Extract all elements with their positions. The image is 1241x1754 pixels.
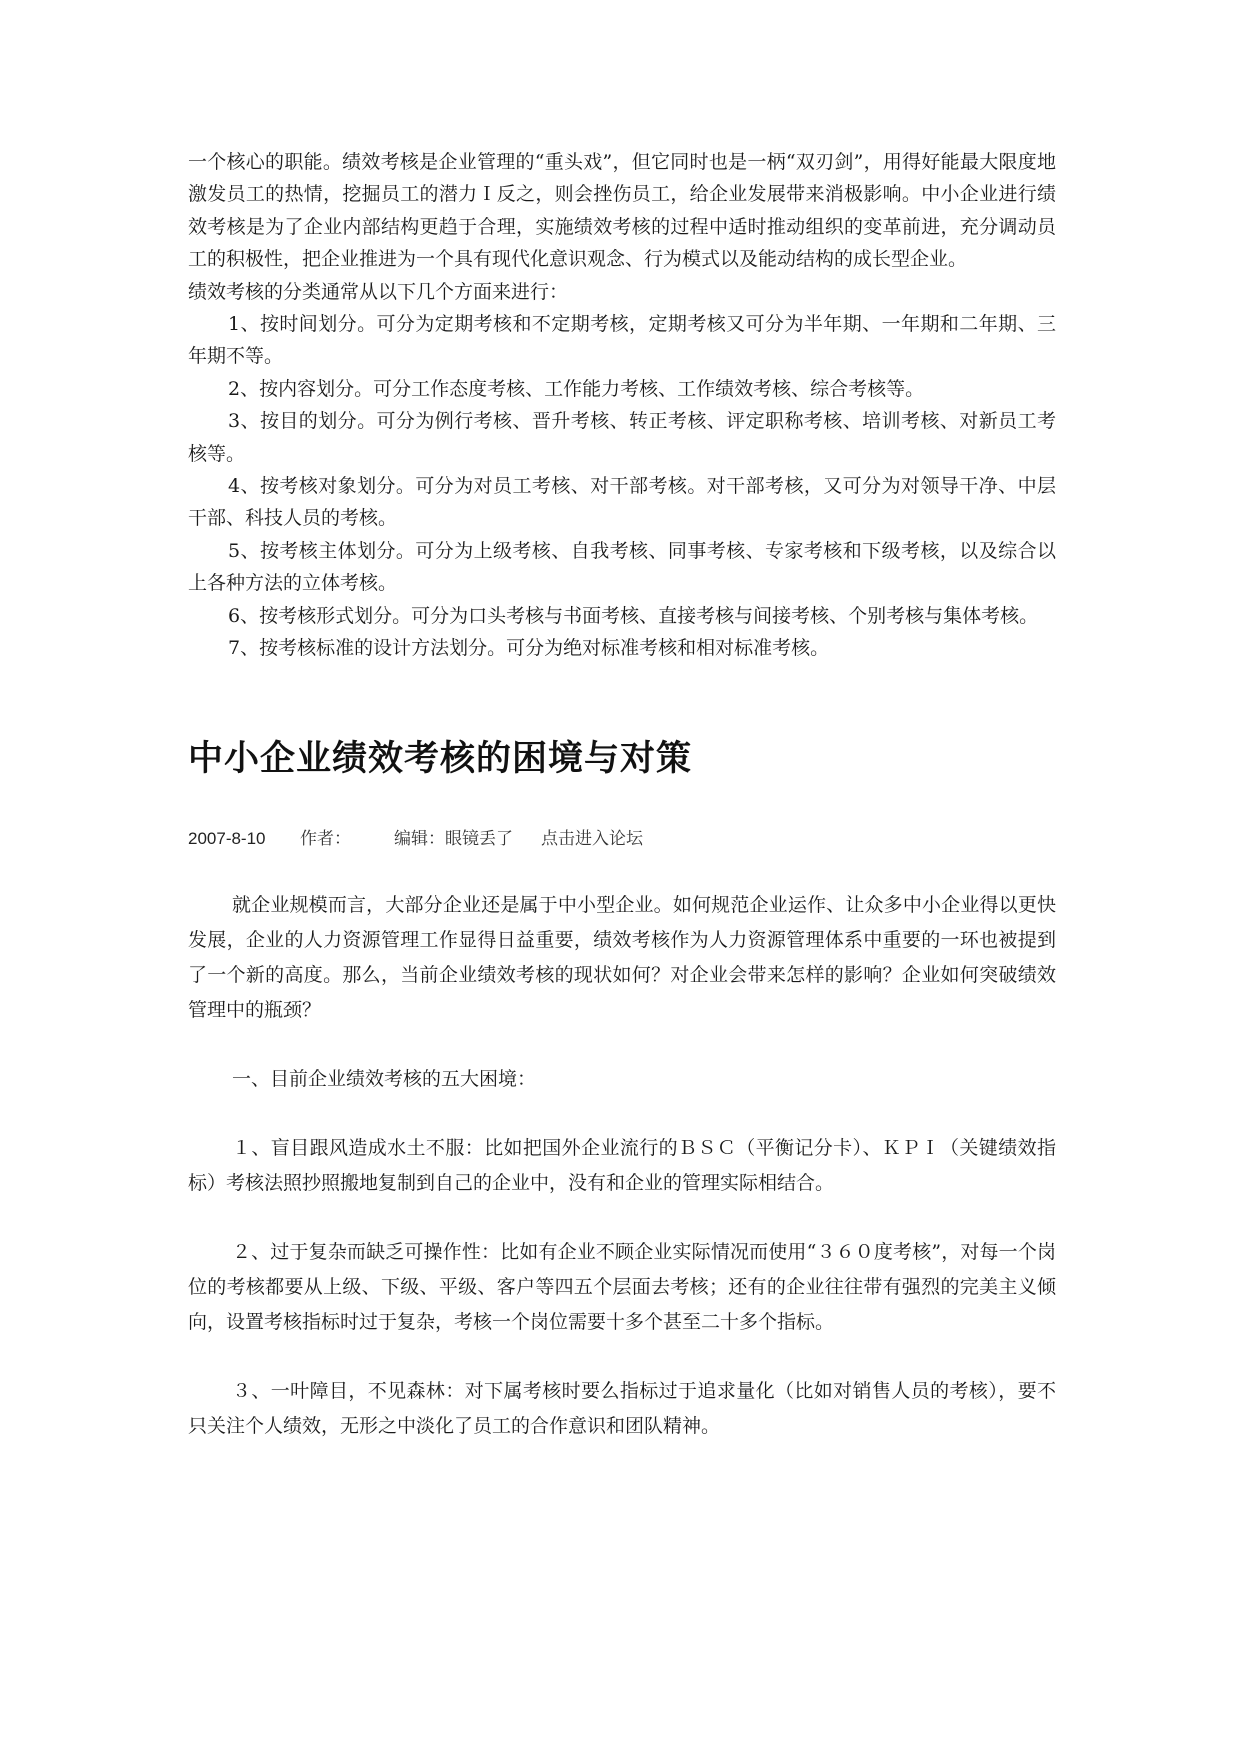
article-meta — [188, 828, 1056, 850]
article-paragraph: １、盲目跟风造成水土不服：比如把国外企业流行的ＢＳＣ（平衡记分卡）、ＫＰＩ（关键绩效指标）考核法照抄照搬地复制到自己的企业中，没有和企业的管理实际相结合。 — [188, 1136, 1056, 1194]
classification-item: 3、按目的划分。可分为例行考核、晋升考核、转正考核、评定职称考核、培训考核、对新员工考核等。 — [188, 410, 1056, 465]
article-title: 中小企业绩效考核的困境与对策 — [188, 738, 693, 779]
classification-item: 7、按考核标准的设计方法划分。可分为绝对标准考核和相对标准考核。 — [228, 637, 830, 660]
article-body — [188, 888, 1056, 1444]
document-page — [188, 146, 1056, 1478]
intro-paragraph: 一个核心的职能。绩效考核是企业管理的“重头戏”，但它同时也是一柄“双刃剑”，用得好能最大限度地激发员工的热情，挖掘员工的潜力Ｉ反之，则会挫伤员工，给企业发展带来消极影响。中小企业进行绩效考核是为了企业内部结构更趋于合理，实施绩效考核的过程中适时推动组织的变革前进，充分调动员工的积极性，把企业推进为一个具有现代化意识观念、行为模式以及能动结构的成长型企业。 — [188, 151, 1056, 271]
classification-item: 5、按考核主体划分。可分为上级考核、自我考核、同事考核、专家考核和下级考核，以及综合以上各种方法的立体考核。 — [188, 539, 1056, 595]
classification-lead: 绩效考核的分类通常从以下几个方面来进行： — [188, 280, 569, 303]
article-paragraph: ３、一叶障目，不见森林：对下属考核时要么指标过于追求量化（比如对销售人员的考核），要不只关注个人绩效，无形之中淡化了员工的合作意识和团队精神。 — [188, 1379, 1056, 1437]
classification-item: 2、按内容划分。可分工作态度考核、工作能力考核、工作绩效考核、综合考核等。 — [228, 377, 925, 400]
article-paragraph: 就企业规模而言，大部分企业还是属于中小型企业。如何规范企业运作、让众多中小企业得以更快发展，企业的人力资源管理工作显得日益重要，绩效考核作为人力资源管理体系中重要的一环也被提到了一个新的高度。那么，当前企业绩效考核的现状如何？对企业会带来怎样的影响？企业如何突破绩效管理中的瓶颈？ — [188, 893, 1056, 1021]
article-author-label: 作者： — [300, 828, 351, 849]
classification-item: 4、按考核对象划分。可分为对员工考核、对干部考核。对干部考核，又可分为对领导干净、中层干部、科技人员的考核。 — [188, 475, 1056, 530]
article-paragraph: ２、过于复杂而缺乏可操作性：比如有企业不顾企业实际情况而使用“３６０度考核”，对每一个岗位的考核都要从上级、下级、平级、客户等四五个层面去考核；还有的企业往往带有强烈的完美主义倾向，设置考核指标时过于复杂，考核一个岗位需要十多个甚至二十多个指标。 — [188, 1240, 1056, 1333]
forum-link[interactable]: 点击进入论坛 — [541, 828, 643, 849]
intro-section — [188, 146, 1056, 665]
classification-item: 6、按考核形式划分。可分为口头考核与书面考核、直接考核与间接考核、个别考核与集体考核。 — [228, 604, 1039, 627]
section-heading: 一、目前企业绩效考核的五大困境： — [232, 1067, 537, 1090]
article-editor: 编辑：眼镜丢了 — [394, 828, 513, 849]
article-date: 2007-8-10 — [188, 828, 266, 848]
classification-item: 1、按时间划分。可分为定期考核和不定期考核，定期考核又可分为半年期、一年期和二年期、三年期不等。 — [188, 313, 1056, 368]
